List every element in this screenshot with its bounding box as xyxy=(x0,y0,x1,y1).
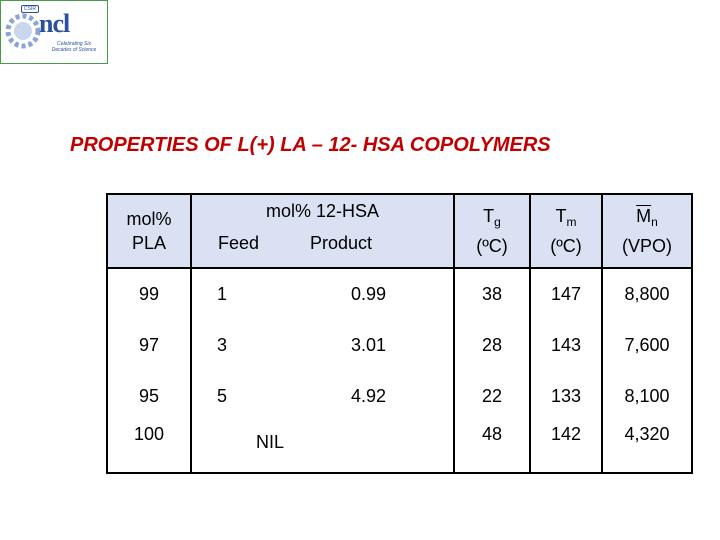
properties-table xyxy=(106,193,693,474)
header-product: Product xyxy=(310,233,373,253)
header-tm: $T_m$ (ºC) xyxy=(530,194,602,268)
header-mol-hsa xyxy=(191,194,454,268)
table-row: 100 NIL 48 142 4,320 xyxy=(107,422,692,473)
header-mn: $\overline{M}_n$ (VPO) xyxy=(602,194,692,268)
header-feed: Feed xyxy=(218,233,260,253)
logo-wordmark: ncl xyxy=(39,9,70,38)
header-tg: $T_g$ (ºC) xyxy=(454,194,530,268)
properties-table-wrap xyxy=(106,193,693,474)
header-mol-pla: mol% PLA xyxy=(107,194,191,268)
header-mol-hsa-label: mol% 12-HSA xyxy=(265,201,380,221)
gear-icon xyxy=(3,11,43,51)
table-row: 97 3 3.01 28 143 7,600 xyxy=(107,320,692,371)
page-title: PROPERTIES OF L(+) LA – 12- HSA COPOLYMERS xyxy=(70,134,551,156)
table-row: 99 1 0.99 38 147 8,800 xyxy=(107,268,692,320)
ncl-logo xyxy=(0,0,108,64)
header-row xyxy=(107,194,692,268)
logo-tagline: Celebrating Six Decades of Science xyxy=(51,41,97,53)
table-row: 95 5 4.92 22 133 8,100 xyxy=(107,371,692,422)
logo-tag: CSIR xyxy=(21,5,39,13)
